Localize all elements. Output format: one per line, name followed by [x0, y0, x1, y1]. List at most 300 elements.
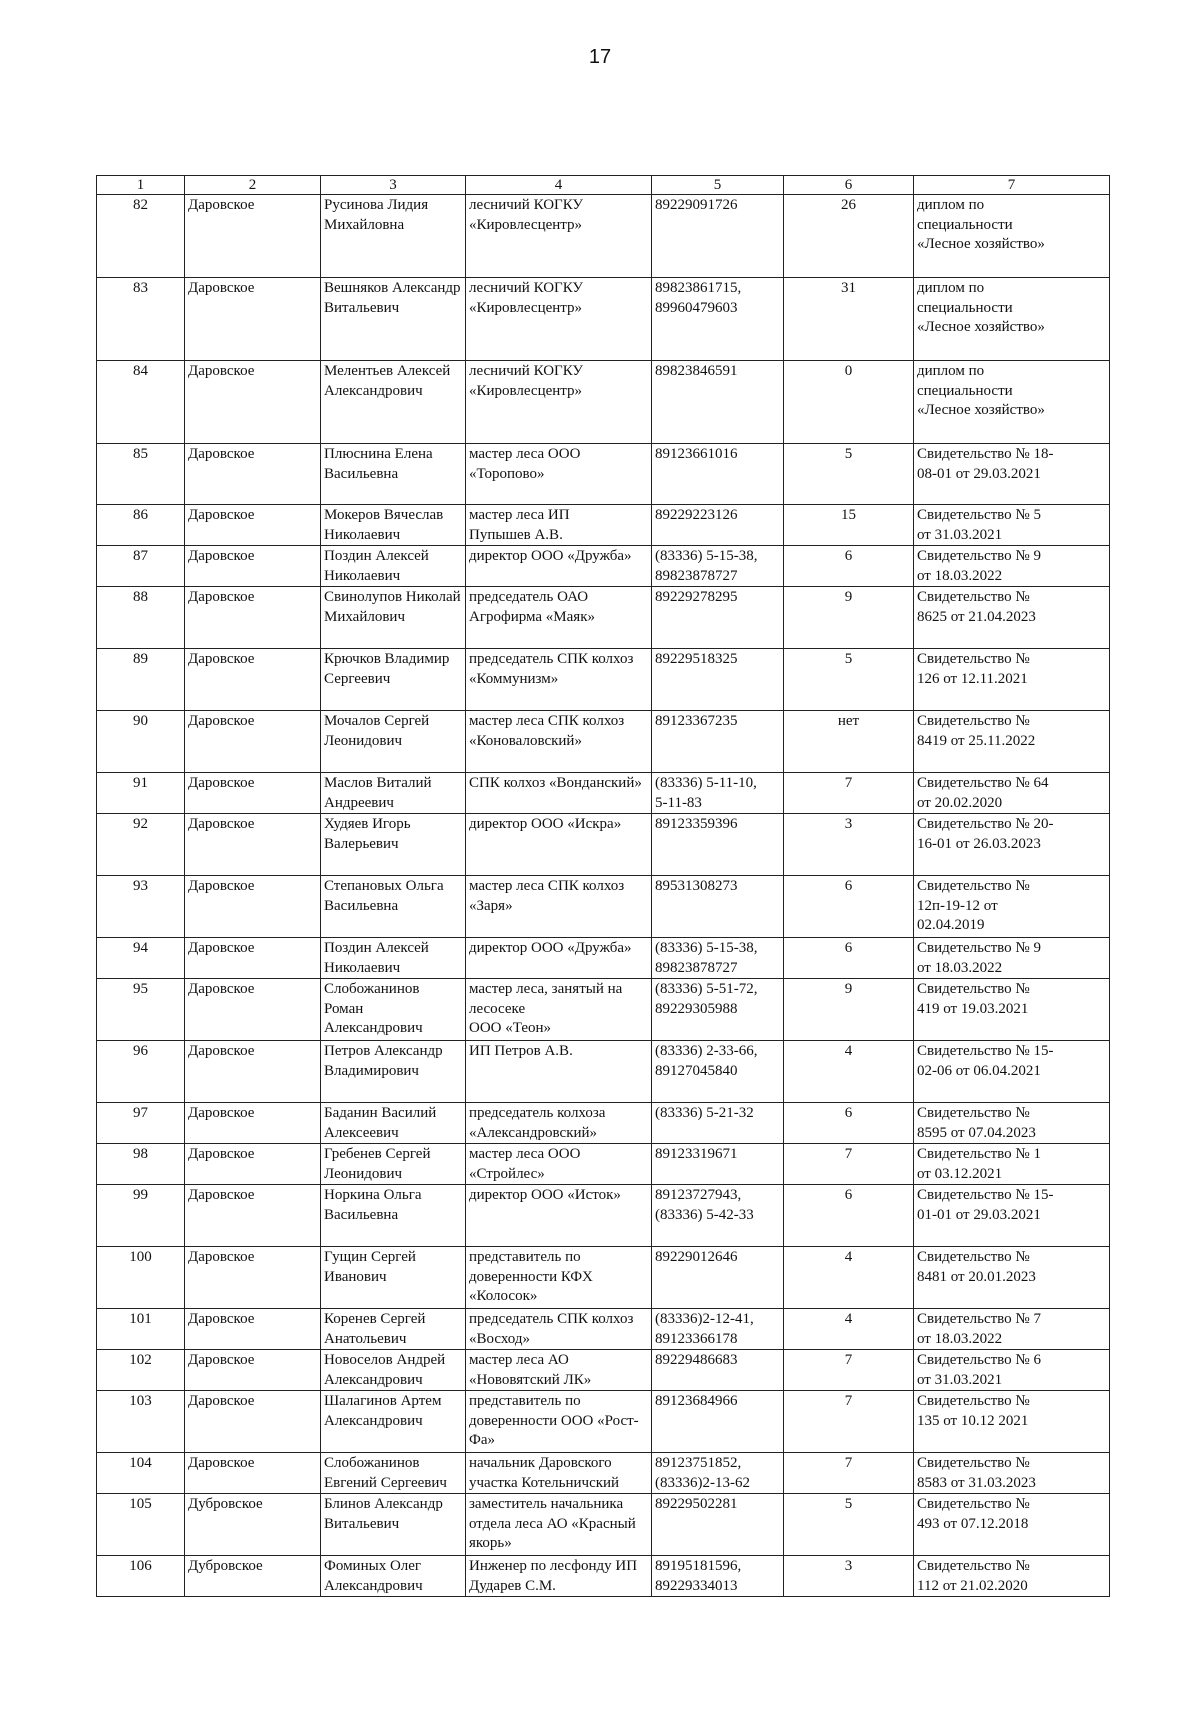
experience-cell-text: 5: [844, 446, 853, 462]
header-row: [97, 176, 1110, 195]
row-number-text: 88: [133, 589, 148, 605]
phone-cell: [652, 278, 784, 361]
phone-cell: [652, 1350, 784, 1391]
experience-cell: [784, 361, 914, 444]
phone-cell: [652, 1247, 784, 1309]
table-row: [97, 1041, 1110, 1103]
experience-cell: [784, 1391, 914, 1453]
experience-cell-text: 4: [844, 1043, 853, 1059]
experience-cell: [784, 546, 914, 587]
document-cell-text: Свидетельство № 20- 16-01 от 26.03.2023: [917, 816, 1054, 852]
document-cell: [914, 546, 1110, 587]
document-cell: [914, 1391, 1110, 1453]
document-cell-text: Свидетельство № 15- 02-06 от 06.04.2021: [917, 1043, 1054, 1079]
position-cell-text: лесничий КОГКУ «Кировлесцентр»: [469, 280, 584, 316]
phone-cell-text: 89823846591: [655, 363, 738, 379]
row-number: [97, 1144, 185, 1185]
district-cell-text: Даровское: [188, 1455, 255, 1471]
experience-cell: [784, 1309, 914, 1350]
person-name-cell: [321, 1494, 466, 1556]
table-body: [97, 195, 1110, 1597]
person-name-cell-text: Гущин Сергей Иванович: [324, 1249, 416, 1285]
phone-cell: [652, 1453, 784, 1494]
position-cell-text: мастер леса ИП Пупышев А.В.: [469, 507, 570, 543]
phone-cell: [652, 361, 784, 444]
table-row: [97, 773, 1110, 814]
row-number: [97, 876, 185, 938]
position-cell-text: лесничий КОГКУ «Кировлесцентр»: [469, 197, 584, 233]
row-number-text: 96: [133, 1043, 148, 1059]
row-number-text: 98: [133, 1146, 148, 1162]
experience-cell: [784, 1556, 914, 1597]
table-row: [97, 1185, 1110, 1247]
document-cell: [914, 1103, 1110, 1144]
table-row: [97, 979, 1110, 1041]
experience-cell-text: нет: [837, 713, 860, 729]
position-cell-text: мастер леса ООО «Торопово»: [469, 446, 581, 482]
document-cell-text: Свидетельство № 8583 от 31.03.2023: [917, 1455, 1036, 1491]
position-cell: [466, 1185, 652, 1247]
experience-cell-text: 4: [844, 1249, 853, 1265]
experience-cell: [784, 1041, 914, 1103]
phone-cell-text: (83336) 5-15-38, 89823878727: [655, 548, 758, 584]
position-cell: [466, 1391, 652, 1453]
position-cell-text: директор ООО «Дружба»: [469, 548, 632, 564]
district-cell-text: Даровское: [188, 446, 255, 462]
district-cell-text: Даровское: [188, 878, 255, 894]
row-number: [97, 814, 185, 876]
position-cell-text: мастер леса АО «Нововятский ЛК»: [469, 1352, 592, 1388]
phone-cell: [652, 979, 784, 1041]
position-cell-text: директор ООО «Дружба»: [469, 940, 632, 956]
phone-cell-text: 89229223126: [655, 507, 738, 523]
district-cell: [185, 1309, 321, 1350]
position-cell-text: председатель ОАО Агрофирма «Маяк»: [469, 589, 595, 625]
position-cell: [466, 1247, 652, 1309]
header-col-7: 7: [914, 176, 1110, 195]
row-number-text: 90: [133, 713, 148, 729]
row-number-text: 91: [133, 775, 148, 791]
document-cell: [914, 711, 1110, 773]
experience-cell-text: 3: [844, 816, 853, 832]
person-name-cell: [321, 1185, 466, 1247]
person-name-cell-text: Русинова Лидия Михайловна: [324, 197, 429, 233]
person-name-cell: [321, 1309, 466, 1350]
document-cell-text: Свидетельство № 9 от 18.03.2022: [917, 548, 1041, 584]
position-cell: [466, 1556, 652, 1597]
document-cell: [914, 195, 1110, 278]
document-cell: [914, 876, 1110, 938]
phone-cell: [652, 505, 784, 546]
position-cell: [466, 1494, 652, 1556]
row-number: [97, 1041, 185, 1103]
table-row: [97, 649, 1110, 711]
district-cell-text: Даровское: [188, 1105, 255, 1121]
position-cell-text: мастер леса, занятый на лесосеке ООО «Теон»: [469, 981, 623, 1036]
phone-cell: [652, 587, 784, 649]
document-cell-text: диплом по специальности «Лесное хозяйство»: [917, 280, 1045, 335]
phone-cell: [652, 1144, 784, 1185]
position-cell-text: председатель СПК колхоз «Коммунизм»: [469, 651, 634, 687]
position-cell-text: мастер леса ООО «Стройлес»: [469, 1146, 581, 1182]
row-number: [97, 361, 185, 444]
phone-cell-text: (83336) 2-33-66, 89127045840: [655, 1043, 758, 1079]
position-cell: [466, 587, 652, 649]
person-name-cell-text: Свинолупов Николай Михайлович: [324, 589, 461, 625]
experience-cell-text: 6: [844, 940, 853, 956]
district-cell: [185, 361, 321, 444]
experience-cell-text: 6: [844, 1187, 853, 1203]
person-name-cell-text: Степановых Ольга Васильевна: [324, 878, 444, 914]
position-cell: [466, 361, 652, 444]
position-cell-text: начальник Даровского участка Котельничский: [469, 1455, 620, 1491]
person-name-cell-text: Шалагинов Артем Александрович: [324, 1393, 442, 1429]
person-name-cell-text: Худяев Игорь Валерьевич: [324, 816, 411, 852]
document-cell: [914, 1494, 1110, 1556]
phone-cell: [652, 444, 784, 505]
experience-cell-text: 7: [844, 1455, 853, 1471]
experience-cell-text: 31: [841, 280, 856, 296]
person-name-cell-text: Слобожанинов Евгений Сергеевич: [324, 1455, 447, 1491]
person-name-cell: [321, 711, 466, 773]
table-row: [97, 1391, 1110, 1453]
district-cell-text: Даровское: [188, 981, 255, 997]
position-cell: [466, 938, 652, 979]
page-number: 17: [588, 46, 612, 68]
experience-cell: [784, 979, 914, 1041]
position-cell-text: лесничий КОГКУ «Кировлесцентр»: [469, 363, 584, 399]
district-cell: [185, 814, 321, 876]
person-name-cell: [321, 1103, 466, 1144]
district-cell-text: Даровское: [188, 651, 255, 667]
district-cell: [185, 1350, 321, 1391]
document-cell-text: Свидетельство № 493 от 07.12.2018: [917, 1496, 1030, 1532]
position-cell: [466, 546, 652, 587]
district-cell-text: Даровское: [188, 280, 255, 296]
experience-cell-text: 5: [844, 1496, 853, 1512]
table-row: [97, 195, 1110, 278]
row-number-text: 95: [133, 981, 148, 997]
person-name-cell-text: Норкина Ольга Васильевна: [324, 1187, 422, 1223]
person-name-cell: [321, 444, 466, 505]
document-cell: [914, 814, 1110, 876]
row-number-text: 100: [129, 1249, 152, 1265]
phone-cell-text: 89823861715, 89960479603: [655, 280, 742, 316]
district-cell: [185, 546, 321, 587]
document-cell-text: Свидетельство № 1 от 03.12.2021: [917, 1146, 1041, 1182]
district-cell-text: Дубровское: [188, 1496, 263, 1512]
position-cell-text: СПК колхоз «Вонданский»: [469, 775, 642, 791]
row-number: [97, 711, 185, 773]
experience-cell-text: 5: [844, 651, 853, 667]
phone-cell: [652, 711, 784, 773]
person-name-cell-text: Мокеров Вячеслав Николаевич: [324, 507, 444, 543]
district-cell: [185, 1391, 321, 1453]
district-cell: [185, 1185, 321, 1247]
district-cell: [185, 773, 321, 814]
phone-cell: [652, 1185, 784, 1247]
district-cell-text: Дубровское: [188, 1558, 263, 1574]
phone-cell: [652, 1391, 784, 1453]
district-cell: [185, 278, 321, 361]
person-name-cell: [321, 1453, 466, 1494]
header-col-3: 3: [321, 176, 466, 195]
row-number: [97, 773, 185, 814]
phone-cell-text: (83336) 5-21-32: [655, 1105, 754, 1121]
row-number: [97, 979, 185, 1041]
person-name-cell: [321, 1041, 466, 1103]
experience-cell: [784, 1350, 914, 1391]
phone-cell-text: (83336) 5-51-72, 89229305988: [655, 981, 758, 1017]
position-cell: [466, 195, 652, 278]
position-cell: [466, 1350, 652, 1391]
table-row: [97, 1556, 1110, 1597]
row-number: [97, 1391, 185, 1453]
district-cell: [185, 938, 321, 979]
position-cell-text: представитель по доверенности ООО «Рост- Фа»: [469, 1393, 639, 1448]
district-cell-text: Даровское: [188, 816, 255, 832]
district-cell-text: Даровское: [188, 1393, 255, 1409]
phone-cell-text: 89123684966: [655, 1393, 738, 1409]
document-cell: [914, 1144, 1110, 1185]
person-name-cell-text: Коренев Сергей Анатольевич: [324, 1311, 426, 1347]
person-name-cell-text: Гребенев Сергей Леонидович: [324, 1146, 431, 1182]
document-cell-text: диплом по специальности «Лесное хозяйство»: [917, 363, 1045, 418]
experience-cell-text: 6: [844, 878, 853, 894]
experience-cell: [784, 195, 914, 278]
experience-cell-text: 3: [844, 1558, 853, 1574]
phone-cell-text: 89123367235: [655, 713, 738, 729]
experience-cell: [784, 1185, 914, 1247]
experience-cell: [784, 773, 914, 814]
person-name-cell-text: Мочалов Сергей Леонидович: [324, 713, 430, 749]
phone-cell: [652, 1309, 784, 1350]
district-cell: [185, 711, 321, 773]
district-cell: [185, 195, 321, 278]
row-number-text: 86: [133, 507, 148, 523]
table-row: [97, 876, 1110, 938]
position-cell-text: заместитель начальника отдела леса АО «Красный якорь»: [469, 1496, 636, 1551]
phone-cell: [652, 649, 784, 711]
row-number: [97, 1494, 185, 1556]
person-name-cell: [321, 1247, 466, 1309]
document-cell: [914, 979, 1110, 1041]
position-cell-text: Инженер по лесфонду ИП Дударев С.М.: [469, 1558, 638, 1594]
document-cell-text: Свидетельство № 419 от 19.03.2021: [917, 981, 1030, 1017]
position-cell-text: директор ООО «Исток»: [469, 1187, 621, 1203]
phone-cell: [652, 876, 784, 938]
experience-cell: [784, 1453, 914, 1494]
row-number: [97, 546, 185, 587]
position-cell: [466, 1103, 652, 1144]
phone-cell: [652, 1556, 784, 1597]
district-cell: [185, 444, 321, 505]
row-number-text: 97: [133, 1105, 148, 1121]
row-number: [97, 1556, 185, 1597]
district-cell: [185, 876, 321, 938]
experience-cell-text: 6: [844, 548, 853, 564]
experience-cell: [784, 444, 914, 505]
person-name-cell: [321, 876, 466, 938]
district-cell-text: Даровское: [188, 507, 255, 523]
phone-cell: [652, 195, 784, 278]
person-name-cell-text: Поздин Алексей Николаевич: [324, 940, 429, 976]
experience-cell: [784, 711, 914, 773]
experience-cell: [784, 587, 914, 649]
phone-cell-text: (83336) 5-11-10, 5-11-83: [655, 775, 757, 811]
person-name-cell: [321, 1144, 466, 1185]
district-cell-text: Даровское: [188, 1249, 255, 1265]
document-cell-text: Свидетельство № 15- 01-01 от 29.03.2021: [917, 1187, 1054, 1223]
phone-cell-text: 89195181596, 89229334013: [655, 1558, 742, 1594]
header-col-1: 1: [97, 176, 185, 195]
person-name-cell: [321, 505, 466, 546]
document-cell-text: Свидетельство № 64 от 20.02.2020: [917, 775, 1049, 811]
experience-cell-text: 4: [844, 1311, 853, 1327]
position-cell: [466, 773, 652, 814]
experience-cell: [784, 278, 914, 361]
document-cell-text: Свидетельство № 8595 от 07.04.2023: [917, 1105, 1036, 1141]
position-cell: [466, 814, 652, 876]
district-cell: [185, 649, 321, 711]
row-number-text: 93: [133, 878, 148, 894]
phone-cell: [652, 938, 784, 979]
document-cell-text: Свидетельство № 18- 08-01 от 29.03.2021: [917, 446, 1054, 482]
phone-cell: [652, 546, 784, 587]
district-cell-text: Даровское: [188, 775, 255, 791]
person-name-cell-text: Петров Александр Владимирович: [324, 1043, 443, 1079]
district-cell-text: Даровское: [188, 1187, 255, 1203]
document-cell-text: Свидетельство № 126 от 12.11.2021: [917, 651, 1030, 687]
district-cell: [185, 1103, 321, 1144]
experience-cell: [784, 1103, 914, 1144]
document-cell-text: диплом по специальности «Лесное хозяйство»: [917, 197, 1045, 252]
person-name-cell: [321, 361, 466, 444]
table-row: [97, 814, 1110, 876]
position-cell: [466, 876, 652, 938]
person-name-cell-text: Крючков Владимир Сергеевич: [324, 651, 450, 687]
position-cell: [466, 1309, 652, 1350]
experience-cell-text: 9: [844, 589, 853, 605]
person-name-cell: [321, 814, 466, 876]
person-name-cell-text: Блинов Александр Витальевич: [324, 1496, 443, 1532]
district-cell-text: Даровское: [188, 589, 255, 605]
header-col-6: 6: [784, 176, 914, 195]
district-cell: [185, 1041, 321, 1103]
table-row: [97, 587, 1110, 649]
experience-cell-text: 26: [841, 197, 856, 213]
row-number-text: 84: [133, 363, 148, 379]
district-cell: [185, 979, 321, 1041]
person-name-cell-text: Плюснина Елена Васильевна: [324, 446, 433, 482]
person-name-cell: [321, 587, 466, 649]
district-cell-text: Даровское: [188, 940, 255, 956]
row-number-text: 89: [133, 651, 148, 667]
experience-cell: [784, 649, 914, 711]
district-cell: [185, 1453, 321, 1494]
table-row: [97, 1247, 1110, 1309]
table-row: [97, 938, 1110, 979]
document-cell: [914, 278, 1110, 361]
document-cell: [914, 1309, 1110, 1350]
person-name-cell-text: Фоминых Олег Александрович: [324, 1558, 423, 1594]
row-number-text: 85: [133, 446, 148, 462]
experience-cell-text: 7: [844, 1393, 853, 1409]
row-number: [97, 1453, 185, 1494]
phone-cell-text: 89123727943, (83336) 5-42-33: [655, 1187, 754, 1223]
header-col-4: 4: [466, 176, 652, 195]
person-name-cell: [321, 1556, 466, 1597]
phone-cell: [652, 1041, 784, 1103]
table-row: [97, 1144, 1110, 1185]
phone-cell-text: 89229518325: [655, 651, 738, 667]
experience-cell: [784, 1247, 914, 1309]
person-name-cell: [321, 938, 466, 979]
experience-cell: [784, 814, 914, 876]
document-cell: [914, 1041, 1110, 1103]
phone-cell-text: (83336) 5-15-38, 89823878727: [655, 940, 758, 976]
person-name-cell-text: Вешняков Александр Витальевич: [324, 280, 461, 316]
district-cell: [185, 1144, 321, 1185]
document-cell: [914, 1185, 1110, 1247]
document-cell: [914, 444, 1110, 505]
phone-cell-text: 89229012646: [655, 1249, 738, 1265]
experience-cell: [784, 876, 914, 938]
position-cell-text: директор ООО «Искра»: [469, 816, 622, 832]
position-cell-text: председатель колхоза «Александровский»: [469, 1105, 606, 1141]
person-name-cell: [321, 546, 466, 587]
position-cell-text: представитель по доверенности КФХ «Колосок»: [469, 1249, 593, 1304]
table-row: [97, 546, 1110, 587]
row-number-text: 105: [129, 1496, 152, 1512]
phone-cell: [652, 773, 784, 814]
phone-cell: [652, 1103, 784, 1144]
position-cell: [466, 1453, 652, 1494]
document-cell: [914, 1247, 1110, 1309]
person-name-cell-text: Слобожанинов Роман Александрович: [324, 981, 423, 1036]
document-cell-text: Свидетельство № 112 от 21.02.2020: [917, 1558, 1030, 1594]
position-cell: [466, 505, 652, 546]
row-number: [97, 1247, 185, 1309]
person-name-cell-text: Баданин Василий Алексеевич: [324, 1105, 437, 1141]
row-number-text: 106: [129, 1558, 152, 1574]
person-name-cell-text: Новоселов Андрей Александрович: [324, 1352, 446, 1388]
district-cell: [185, 1556, 321, 1597]
person-name-cell: [321, 773, 466, 814]
person-name-cell: [321, 1350, 466, 1391]
position-cell-text: председатель СПК колхоз «Восход»: [469, 1311, 634, 1347]
table-row: [97, 1453, 1110, 1494]
row-number: [97, 1185, 185, 1247]
person-name-cell: [321, 1391, 466, 1453]
document-cell-text: Свидетельство № 8481 от 20.01.2023: [917, 1249, 1036, 1285]
phone-cell-text: 89123661016: [655, 446, 738, 462]
district-cell-text: Даровское: [188, 1043, 255, 1059]
table-row: [97, 1309, 1110, 1350]
phone-cell: [652, 814, 784, 876]
row-number: [97, 587, 185, 649]
district-cell-text: Даровское: [188, 197, 255, 213]
row-number-text: 83: [133, 280, 148, 296]
header-col-2: 2: [185, 176, 321, 195]
document-cell: [914, 361, 1110, 444]
experience-cell-text: 6: [844, 1105, 853, 1121]
district-cell: [185, 505, 321, 546]
experience-cell: [784, 1144, 914, 1185]
document-cell: [914, 773, 1110, 814]
row-number-text: 104: [129, 1455, 152, 1471]
district-cell: [185, 587, 321, 649]
